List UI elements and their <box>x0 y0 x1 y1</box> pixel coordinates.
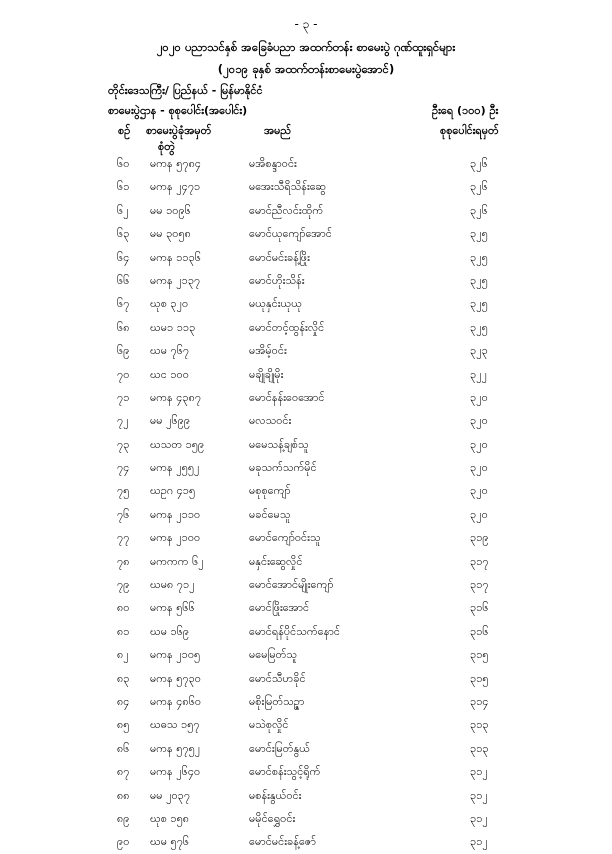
table-row <box>0 386 612 409</box>
table-row <box>0 526 612 549</box>
table-row <box>0 479 612 502</box>
student-name: မောင်ရန်ပိုင်သက်နောင် <box>249 624 340 638</box>
row-number: ၆၁ <box>117 180 130 194</box>
row-number: ၈၂ <box>117 648 129 662</box>
table-row <box>0 830 612 853</box>
student-name: မစိုးမြတ်သဉ္ဇာ <box>249 694 305 708</box>
total-marks: ၃၁၂ <box>470 811 488 825</box>
student-name: မောင်ဟိုးသိန်း <box>249 273 305 287</box>
total-marks: ၃၂၅ <box>470 227 488 241</box>
page-number: - ၃ - <box>294 17 318 31</box>
total-marks: ၃၁၆ <box>470 601 489 615</box>
region-line: တိုင်းဒေသကြီး/ ပြည်နယ် - မြန်မာနိုင်ငံ <box>108 84 263 97</box>
total-marks: ၃၂၅ <box>470 250 488 264</box>
total-marks: ၃၂၅ <box>470 273 488 287</box>
total-marks: ၃၂၅ <box>470 320 488 334</box>
row-number: ၇၆ <box>117 507 130 521</box>
student-name: မအေးသီရိသိန်းဆွေ <box>249 180 326 194</box>
total-marks: ၃၁၂ <box>470 835 488 849</box>
student-name: မောင်ယုကျော်အောင် <box>249 227 332 241</box>
row-number: ၇၉ <box>117 578 130 592</box>
roll-number: မကန ၂၁၀၀ <box>150 531 201 545</box>
row-number: ၈၁ <box>117 624 130 638</box>
roll-number: မကန ၄၈၆၀ <box>150 694 202 708</box>
roll-number: မကန ၂၆၄၀ <box>150 765 201 779</box>
row-number: ၈၅ <box>117 718 130 732</box>
row-number: ၇၂ <box>117 414 129 428</box>
roll-number: မကန ၅၇၅၂ <box>150 741 201 755</box>
student-name: မစန်းနွယ်ဝင်း <box>249 788 302 802</box>
column-header-no: စဉ် <box>118 124 131 137</box>
roll-number: မကန ၂၁၁၀ <box>150 507 201 521</box>
total-marks: ၃၁၄ <box>470 694 489 708</box>
row-number: ၆၇ <box>117 297 130 311</box>
row-number: ၆၂ <box>117 203 129 217</box>
roll-number: ဃဓသ ၁၅၇ <box>150 718 200 732</box>
student-name: မောင်ညီလင်းထိုက် <box>249 203 324 217</box>
row-number: ၇၅ <box>117 484 130 498</box>
column-header-roll: စာမေးပွဲခုံအမှတ် <box>146 124 212 137</box>
table-row <box>0 503 612 526</box>
roll-number: ဃမ ၅၇၆ <box>150 835 190 849</box>
row-number: ၆၆ <box>117 273 130 287</box>
total-marks: ၃၂၆ <box>470 157 488 170</box>
roll-number: မကန ၁၁၃၆ <box>150 250 201 264</box>
row-number: ၈၉ <box>117 811 130 825</box>
table-row <box>0 690 612 713</box>
row-number: ၆၃ <box>117 227 130 241</box>
row-number: ၈၀ <box>117 601 130 615</box>
table-row <box>0 807 612 830</box>
row-number: ၇၃ <box>117 437 130 451</box>
roll-number: မကန ၂၁၀၅ <box>150 648 201 662</box>
total-marks: ၃၂၆ <box>470 180 488 194</box>
student-name: မောင်သီဟခိုင် <box>249 671 306 685</box>
total-marks: ၃၁၆ <box>470 624 489 638</box>
total-marks: ၃၁၉ <box>470 531 489 545</box>
total-marks: ၃၂၀ <box>470 484 488 498</box>
table-row <box>0 713 612 736</box>
roll-number: ဃသတ ၁၅၉ <box>150 437 205 451</box>
table-row <box>0 573 612 596</box>
table-row <box>0 737 612 760</box>
row-number: ၈၄ <box>117 694 130 708</box>
roll-number: မမ ၂၀၃၇ <box>150 788 191 802</box>
total-marks: ၃၂၀ <box>470 507 488 521</box>
row-number: ၉၀ <box>117 835 130 849</box>
row-number: ၆၄ <box>117 250 130 264</box>
roll-number: မကန ၅၇၈၄ <box>150 157 202 170</box>
roll-number: မမ ၁၀၉၆ <box>150 203 191 217</box>
table-row <box>0 784 612 807</box>
table-row <box>0 409 612 432</box>
total-marks: ၃၁၃ <box>470 718 489 732</box>
roll-number: မကကက ၆၂ <box>150 554 204 568</box>
student-name: မလသဝင်း <box>249 414 292 428</box>
document-subtitle: (၂၀၁၉ ခုနှစ် အထက်တန်းစာမေးပွဲအောင်) <box>217 62 395 76</box>
roll-number: ဃဥဂ ၄၁၅ <box>150 484 196 498</box>
roll-number: ဃုစ ၃၂၀ <box>150 297 189 311</box>
row-number: ၇၁ <box>117 390 130 404</box>
roll-number: ဃမ ၇၆၇ <box>150 344 190 358</box>
row-number: ၇၀ <box>117 367 130 381</box>
student-name: မစုစုကျော် <box>249 484 291 498</box>
table-row <box>0 760 612 783</box>
student-name: မခုသက်သက်မိုင် <box>249 461 317 475</box>
student-name: မအိစန္ဒာဝင်း <box>249 157 297 170</box>
student-name: မောင်တင့်ထွန်းလှိုင် <box>249 320 325 334</box>
student-name: မောင်မင်းခန့်ဇော် <box>249 835 316 849</box>
roll-number: ဃုစ ၁၅၈ <box>150 811 190 825</box>
exam-center-line: စာမေးပွဲဌာန - စုစုပေါင်း(အပေါင်း) <box>108 104 248 117</box>
roll-number: မကန ၄၃၈၇ <box>150 390 202 404</box>
table-row <box>0 620 612 643</box>
student-name: မအိမ့်ဝင်း <box>249 344 287 358</box>
table-row <box>0 222 612 245</box>
roll-number: မမ ၂၆၉၉ <box>150 414 191 428</box>
total-marks: ၃၁၂ <box>470 788 488 802</box>
roll-number: မကန ၅၆၆ <box>150 601 195 615</box>
row-number: ၈၆ <box>117 741 130 755</box>
roll-number: မမ ၃၀၅၈ <box>150 227 191 241</box>
row-number: ၇၄ <box>117 461 130 475</box>
student-name: မချိုချိုမိုး <box>249 367 284 381</box>
student-name: မနှင်းဆွေလှိုင် <box>249 554 303 568</box>
row-number: ၇၇ <box>117 531 130 545</box>
student-name: မခင်မေသူ <box>249 507 291 521</box>
column-header-marks: စုစုပေါင်းရမှတ် <box>440 124 499 137</box>
row-number: ၈၃ <box>117 671 130 685</box>
total-marks: ၃၁၅ <box>470 648 489 662</box>
student-name: မမေသန့်ချစ်သူ <box>249 437 309 451</box>
total-marks: ၃၁၇ <box>470 554 489 568</box>
student-name: မောင်အောင်မျိုးကျော် <box>249 578 334 592</box>
student-name: မောင်နန်းဝေအောင် <box>249 390 325 404</box>
row-number: ၇၈ <box>117 554 130 568</box>
row-number: ၆၈ <box>117 320 130 334</box>
roll-number: မကန ၅၇၃၀ <box>150 671 201 685</box>
student-name: မမိုင်ရွှေဝင်း <box>249 811 296 825</box>
table-row <box>0 456 612 479</box>
student-name: မောင်ကျော်ဝင်းသူ <box>249 531 321 545</box>
total-marks: ၃၂၂ <box>470 367 487 381</box>
student-name: မမေမြတ်သူ <box>249 648 298 662</box>
student-name: မောင်မင်းခန့်ဖြိုး <box>249 250 310 264</box>
table-row <box>0 316 612 339</box>
total-marks: ၃၂၅ <box>470 297 488 311</box>
column-header-name: အမည် <box>264 124 292 137</box>
results-table <box>0 152 612 854</box>
table-row <box>0 246 612 269</box>
student-name: မယုနှင်းယုယု <box>249 297 302 311</box>
roll-number: မကန ၂၄၇၁ <box>150 180 201 194</box>
table-row <box>0 643 612 666</box>
table-row <box>0 339 612 362</box>
row-number: ၆၉ <box>117 344 130 358</box>
total-marks: ၃၂၀ <box>470 390 488 404</box>
total-marks: ၃၁၅ <box>470 671 489 685</box>
table-row <box>0 292 612 315</box>
row-number: ၈၇ <box>117 765 130 779</box>
total-marks: ၃၁၇ <box>470 578 489 592</box>
table-row <box>0 550 612 573</box>
student-name: မောင်စန်းသွင့်ရိုက် <box>249 765 321 779</box>
table-row <box>0 433 612 456</box>
total-marks: ၃၂၆ <box>470 203 488 217</box>
roll-number: ဃမ၁ ၁၁၃ <box>150 320 196 334</box>
roll-number: ဃမ ၁၆၉ <box>150 624 190 638</box>
table-row <box>0 152 612 175</box>
table-row <box>0 175 612 198</box>
total-marks: ၃၂၀ <box>470 461 488 475</box>
roll-number: ဃမ၈ ၇၁၂ <box>150 578 195 592</box>
table-row <box>0 269 612 292</box>
table-row <box>0 363 612 386</box>
total-marks: ၃၁၂ <box>470 765 488 779</box>
student-name: မောင်ဖြိုးအောင် <box>249 601 310 615</box>
roll-number: မကန ၂၅၅၂ <box>150 461 200 475</box>
student-name: မောင်းမြတ်နွယ် <box>249 741 310 755</box>
document-title: ၂၀၂၀ ပညာသင်နှစ် အခြေခံပညာ အထက်တန်း စာမေးပွဲ ဂုဏ်ထူးရှင်များ <box>156 40 456 54</box>
row-number: ၈၈ <box>117 788 130 802</box>
row-number: ၆၀ <box>117 157 130 170</box>
total-marks: ၃၂၀ <box>470 414 488 428</box>
roll-number: ဃင ၁၀၀ <box>150 367 189 381</box>
roll-number: မကန ၂၁၃၇ <box>150 273 201 287</box>
table-row <box>0 667 612 690</box>
total-marks: ၃၂၀ <box>470 437 488 451</box>
total-marks: ၃၁၃ <box>470 741 489 755</box>
count-line: ဦးရေ (၁၀၀) ဦး <box>432 104 499 117</box>
column-header-roll-sub: စုံတွဲ <box>158 140 175 153</box>
total-marks: ၃၂၃ <box>470 344 488 358</box>
student-name: မသဲစုလှိုင် <box>249 718 289 732</box>
table-row <box>0 199 612 222</box>
table-row <box>0 596 612 619</box>
